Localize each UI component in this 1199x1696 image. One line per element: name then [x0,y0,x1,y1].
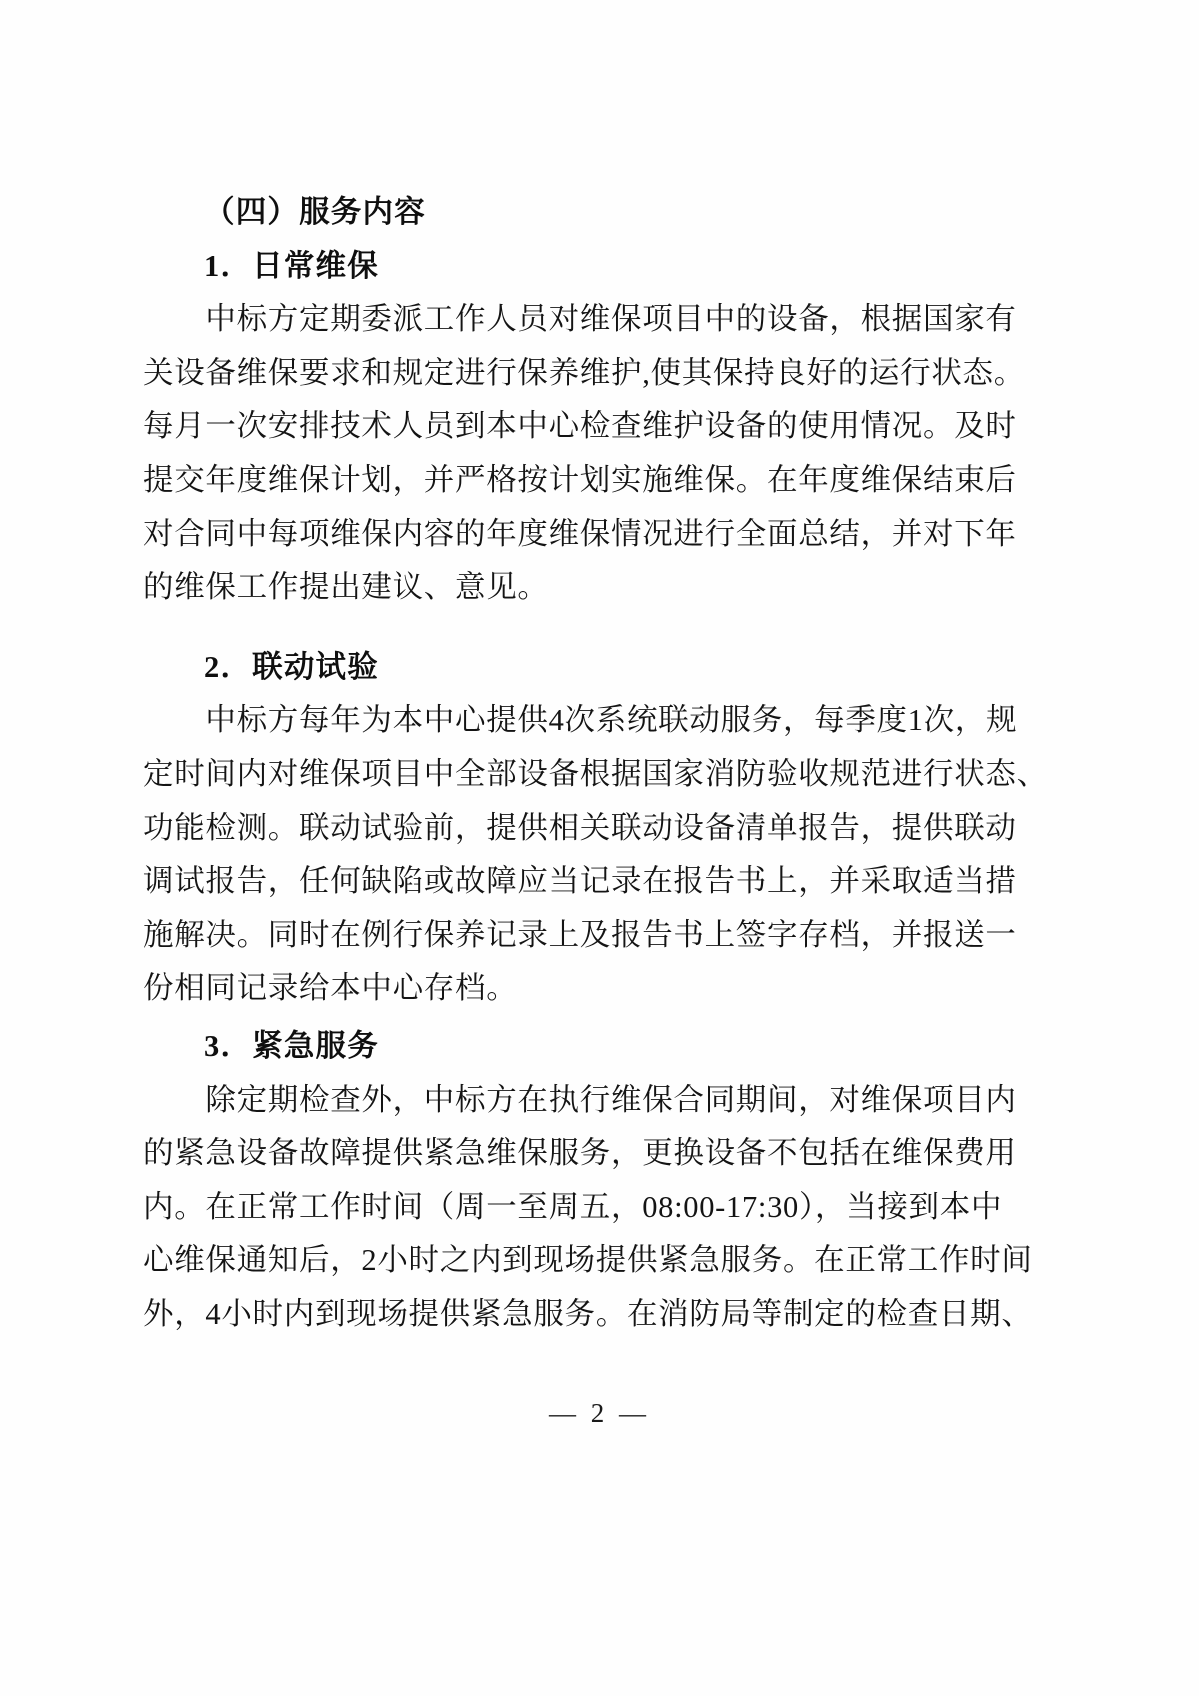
paragraph-2-line-1: 中标方每年为本中心提供4次系统联动服务，每季度1次，规 [143,703,1018,738]
paragraph-1-line-2: 关设备维保要求和规定进行保养维护,使其保持良好的运行状态。 [143,355,1025,390]
paragraph-2-line-3: 功能检测。联动试验前，提供相关联动设备清单报告，提供联动 [143,810,1017,845]
spacer-after-subsection-1 [143,615,998,641]
subsection-heading-2: 2．联动试验 [204,649,379,684]
subsection-heading-3: 3．紧急服务 [204,1028,379,1063]
paragraph-1-line-5: 对合同中每项维保内容的年度维保情况进行全面总结，并对下年 [143,516,1017,551]
paragraph-3-line-3: 内。在正常工作时间（周一至周五，08:00-17:30），当接到本中 [143,1189,1003,1224]
paragraph-3-line-5: 外，4小时内到现场提供紧急服务。在消防局等制定的检查日期、 [143,1296,1033,1331]
document-body [143,186,1048,1341]
subsection-heading-1: 1．日常维保 [204,248,379,283]
paragraph-2-line-6: 份相同记录给本中心存档。 [143,971,518,1006]
section-heading-service-content: （四）服务内容 [204,195,426,229]
paragraph-3-line-1: 除定期检查外，中标方在执行维保合同期间，对维保项目内 [143,1082,1017,1117]
page-number: — 2 — [549,1398,650,1428]
paragraph-1-line-6: 的维保工作提出建议、意见。 [143,570,549,605]
paragraph-3-line-4: 心维保通知后，2小时之内到现场提供紧急服务。在正常工作时间 [143,1243,1033,1278]
paragraph-1-line-4: 提交年度维保计划，并严格按计划实施维保。在年度维保结束后 [143,462,1017,497]
paragraph-1-line-3: 每月一次安排技术人员到本中心检查维护设备的使用情况。及时 [143,409,1017,444]
paragraph-2-line-5: 施解决。同时在例行保养记录上及报告书上签字存档，并报送一 [143,917,1017,952]
paragraph-3-line-2: 的紧急设备故障提供紧急维保服务，更换设备不包括在维保费用 [143,1136,1017,1171]
paragraph-2-line-2: 定时间内对维保项目中全部设备根据国家消防验收规范进行状态、 [143,756,1048,791]
paragraph-1-line-1: 中标方定期委派工作人员对维保项目中的设备，根据国家有 [143,302,1017,337]
paragraph-2-line-4: 调试报告，任何缺陷或故障应当记录在报告书上，并采取适当措 [143,864,1017,899]
